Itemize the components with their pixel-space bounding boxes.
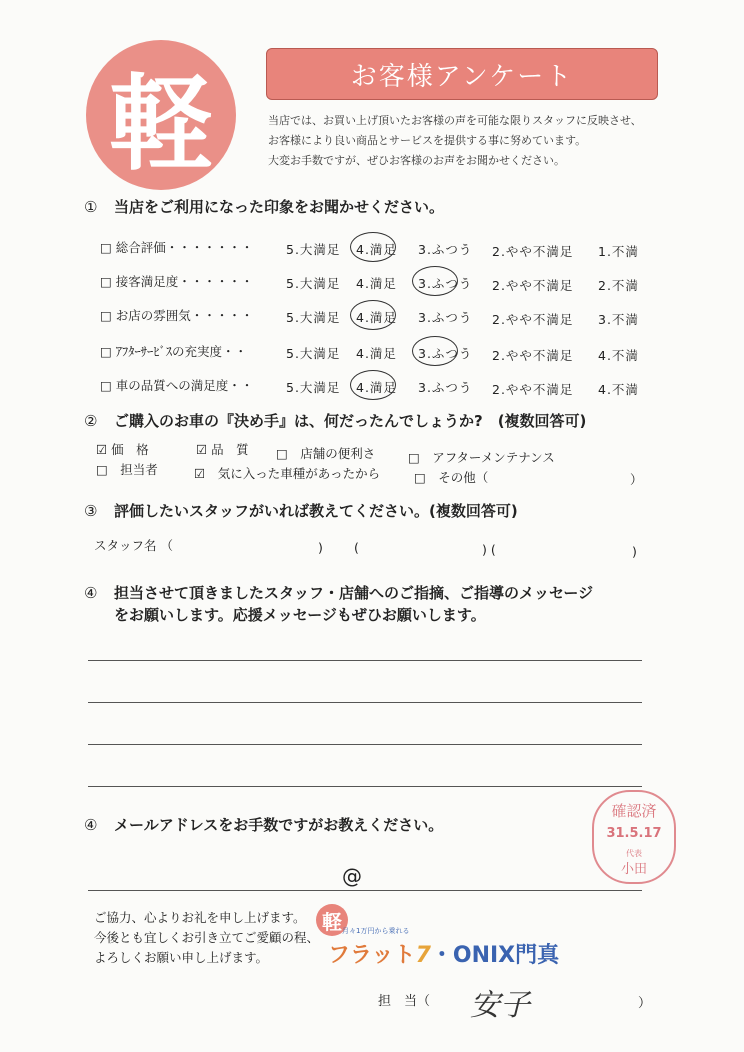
q2-option-quality[interactable]: ☑ 品 質: [196, 442, 249, 457]
q1-row-label[interactable]: □ お店の雰囲気・・・・・: [100, 308, 254, 323]
q1-heading: [84, 196, 444, 217]
q1-option[interactable]: 4.満足: [356, 242, 397, 257]
q1-option[interactable]: 4.満足: [356, 310, 397, 325]
q1-option[interactable]: 5.大満足: [286, 380, 341, 395]
shop-seven: 7: [415, 943, 431, 968]
q1-option[interactable]: 5.大満足: [286, 346, 341, 361]
q1-number: ①: [84, 198, 98, 216]
selected-answer-circle: [412, 266, 458, 296]
q4-text-1: 担当させて頂きましたスタッフ・店舗へのご指摘、ご指導のメッセージ: [114, 584, 594, 602]
shop-flat: フラット: [328, 943, 416, 968]
q1-option[interactable]: 4.満足: [356, 346, 397, 361]
q4-heading: [84, 582, 593, 603]
selected-answer-circle: [350, 232, 396, 262]
selected-answer-circle: [350, 300, 396, 330]
staff-paren-3: ) (: [482, 542, 496, 557]
q1-option[interactable]: 5.大満足: [286, 310, 341, 325]
selected-answer-circle: [350, 370, 396, 400]
q2-number: ②: [84, 412, 98, 430]
closing-line-1: ご協力、心よりお礼を申し上げます。: [94, 910, 306, 925]
q3-text: 評価したいスタッフがいれば教えてください。(複数回答可): [114, 502, 518, 520]
q4-number: ④: [84, 584, 98, 602]
q2-heading: [84, 410, 586, 431]
q1-option[interactable]: 3.ふつう: [418, 346, 473, 361]
staff-paren-2: (: [354, 540, 359, 555]
q1-option[interactable]: 1.不満: [598, 244, 639, 259]
intro-line-1: 当店では、お買い上げ頂いたお客様の声を可能な限りスタッフに反映させ、: [268, 114, 642, 127]
shop-tagline: 月々1万円から乗れる: [342, 927, 410, 935]
q1-option[interactable]: 2.不満: [598, 278, 639, 293]
shop-onix: ・ONIX門真: [430, 943, 560, 968]
intro-line-3: 大変お手数ですが、ぜひお客様のお声をお聞かせください。: [268, 154, 565, 167]
q5-heading: [84, 814, 443, 835]
closing-line-2: 今後とも宜しくお引き立てご愛顧の程、: [94, 930, 320, 945]
message-line-2[interactable]: [88, 702, 642, 703]
q5-number: ④: [84, 816, 98, 834]
shop-badge-icon: 軽: [316, 904, 348, 936]
q2-option-price[interactable]: ☑ 価 格: [96, 442, 149, 457]
q1-row-label[interactable]: □ 車の品質への満足度・・: [100, 378, 254, 393]
staff-paren-1: ): [318, 540, 323, 555]
q1-option[interactable]: 4.不満: [598, 348, 639, 363]
q1-option[interactable]: 2.やや不満足: [492, 244, 574, 259]
shop-logo-char: 軽: [108, 63, 213, 185]
q1-option[interactable]: 2.やや不満足: [492, 348, 574, 363]
q2-option-convenience[interactable]: □ 店舗の便利さ: [276, 446, 376, 461]
selected-answer-circle: [412, 336, 458, 366]
q1-option[interactable]: 2.やや不満足: [492, 312, 574, 327]
message-line-1[interactable]: [88, 660, 642, 661]
q3-heading: [84, 500, 518, 521]
email-line[interactable]: [88, 890, 642, 891]
intro-line-2: お客様により良い商品とサービスを提供する事に努めています。: [268, 134, 587, 147]
q1-option[interactable]: 2.やや不満足: [492, 382, 574, 397]
q2-option-staff[interactable]: □ 担当者: [96, 462, 158, 477]
stamp-name: 小田: [620, 862, 647, 877]
q1-option[interactable]: 3.ふつう: [418, 242, 473, 257]
q1-option[interactable]: 3.不満: [598, 312, 639, 327]
confirmation-stamp: [592, 790, 676, 884]
stamp-confirmed: 確認済: [611, 802, 657, 820]
q3-number: ③: [84, 502, 98, 520]
q2-option-car-model[interactable]: ☑ 気に入った車種があったから: [194, 466, 381, 481]
q1-option[interactable]: 3.ふつう: [418, 310, 473, 325]
closing-line-3: よろしくお願い申し上げます。: [94, 950, 269, 965]
q1-option[interactable]: 5.大満足: [286, 242, 341, 257]
q4-text-2: をお願いします。応援メッセージもぜひお願いします。: [114, 606, 486, 624]
q1-text: 当店をご利用になった印象をお聞かせください。: [114, 198, 445, 216]
q1-option[interactable]: 3.ふつう: [418, 380, 473, 395]
q2-other-close: ）: [630, 472, 643, 487]
staff-name-label: スタッフ名 （: [94, 538, 173, 553]
tantou-label: 担 当（: [378, 994, 431, 1009]
q1-row-label[interactable]: □ 接客満足度・・・・・・: [100, 274, 254, 289]
q1-option[interactable]: 4.満足: [356, 380, 397, 395]
staff-paren-4: ): [632, 544, 637, 559]
email-at-sign: @: [342, 864, 362, 888]
tantou-close: ）: [638, 996, 652, 1011]
message-line-3[interactable]: [88, 744, 642, 745]
q2-text: ご購入のお車の『決め手』は、何だったんでしょうか? (複数回答可): [114, 412, 587, 430]
q1-row-label[interactable]: □ ｱﾌﾀｰｻｰﾋﾞｽの充実度・・: [100, 344, 248, 359]
q1-option[interactable]: 4.満足: [356, 276, 397, 291]
q1-row-label[interactable]: □ 総合評価・・・・・・・: [100, 240, 254, 255]
q1-option[interactable]: 3.ふつう: [418, 276, 473, 291]
q1-option[interactable]: 5.大満足: [286, 276, 341, 291]
stamp-date: 31.5.17: [606, 826, 662, 841]
q1-option[interactable]: 2.やや不満足: [492, 278, 574, 293]
q1-option[interactable]: 4.不満: [598, 382, 639, 397]
q2-option-other[interactable]: □ その他（: [414, 470, 489, 485]
q2-option-aftercare[interactable]: □ アフターメンテナンス: [408, 450, 555, 465]
message-line-4[interactable]: [88, 786, 642, 787]
q5-text: メールアドレスをお手数ですがお教えください。: [114, 816, 444, 834]
shop-name: [328, 938, 559, 969]
stamp-rep: 代表: [626, 849, 642, 858]
survey-title: お客様アンケート: [266, 48, 658, 100]
tantou-signature: 安子: [470, 988, 530, 1023]
